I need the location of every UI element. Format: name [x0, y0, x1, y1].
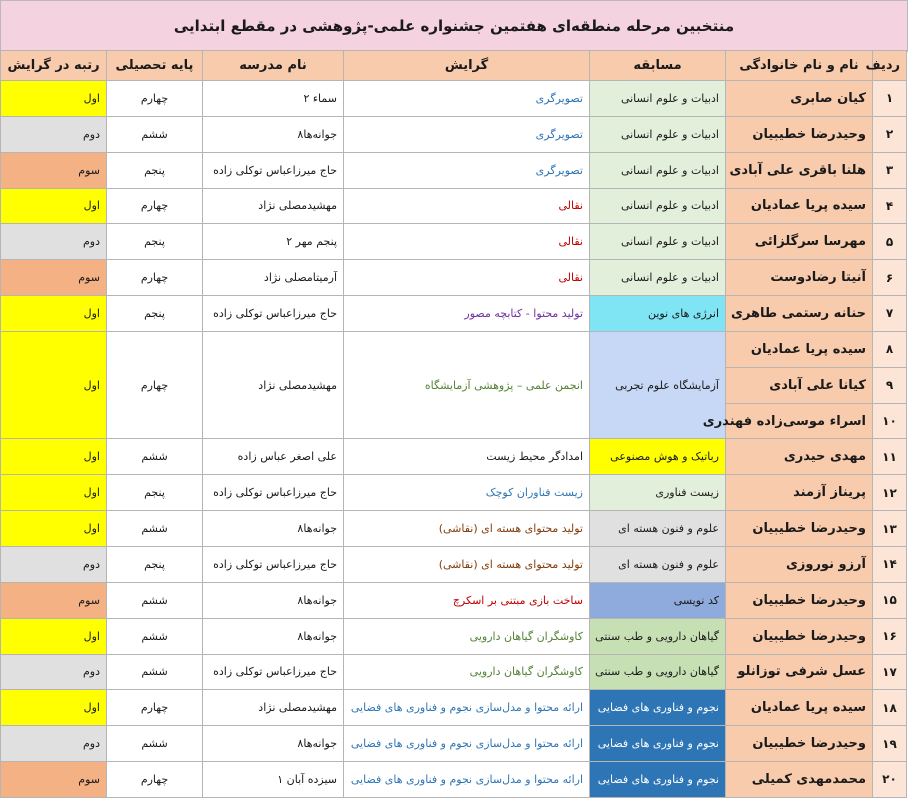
cell-num[interactable]: ۱۷: [873, 654, 907, 690]
header-school[interactable]: نام مدرسه: [203, 51, 344, 81]
cell-branch[interactable]: امدادگر محیط زیست: [344, 439, 590, 475]
cell-num[interactable]: ۱۶: [873, 618, 907, 654]
header-competition[interactable]: مسابقه: [590, 51, 726, 81]
table-row: [1, 81, 907, 117]
cell-branch[interactable]: زیست فناوران کوچک: [344, 475, 590, 511]
cell-grade[interactable]: پنجم: [107, 475, 203, 511]
cell-school[interactable]: سیزده آبان ۱: [203, 762, 344, 798]
cell-grade[interactable]: پنجم: [107, 546, 203, 582]
cell-num[interactable]: ۱۱: [873, 439, 907, 475]
cell-branch[interactable]: تولید محتوای هسته ای (نقاشی): [344, 546, 590, 582]
cell-num[interactable]: ۸: [873, 331, 907, 367]
cell-name[interactable]: وحیدرضا خطیبیان: [726, 618, 873, 654]
table-row: [1, 152, 907, 188]
table-row: [1, 296, 907, 332]
cell-branch[interactable]: ارائه محتوا و مدل‌سازی نجوم و فناوری های فضایی: [344, 726, 590, 762]
cell-grade[interactable]: چهارم: [107, 260, 203, 296]
header-rank[interactable]: رتبه در گرایش: [1, 51, 107, 81]
cell-school[interactable]: جوانه‌ها۸: [203, 726, 344, 762]
cell-rank[interactable]: اول: [1, 618, 107, 654]
cell-grade[interactable]: ششم: [107, 116, 203, 152]
cell-num[interactable]: ۱: [873, 81, 907, 117]
cell-name[interactable]: وحیدرضا خطیبیان: [726, 726, 873, 762]
cell-num[interactable]: ۱۴: [873, 546, 907, 582]
cell-grade[interactable]: چهارم: [107, 188, 203, 224]
cell-rank[interactable]: دوم: [1, 224, 107, 260]
cell-branch[interactable]: تصویرگری: [344, 116, 590, 152]
cell-grade[interactable]: پنجم: [107, 296, 203, 332]
cell-num[interactable]: ۲۰: [873, 762, 907, 798]
cell-grade[interactable]: چهارم: [107, 762, 203, 798]
cell-school[interactable]: مهشیدمصلی نژاد: [203, 690, 344, 726]
table-row: [1, 260, 907, 296]
cell-name[interactable]: سیده پریا عمادیان: [726, 331, 873, 367]
cell-rank[interactable]: اول: [1, 296, 107, 332]
cell-grade[interactable]: ششم: [107, 511, 203, 547]
table-row: [1, 224, 907, 260]
cell-num[interactable]: ۱۸: [873, 690, 907, 726]
cell-name[interactable]: وحیدرضا خطیبیان: [726, 582, 873, 618]
cell-grade[interactable]: چهارم: [107, 331, 203, 439]
cell-competition[interactable]: ادبیات و علوم انسانی: [590, 116, 726, 152]
cell-num[interactable]: ۲: [873, 116, 907, 152]
cell-branch[interactable]: تصویرگری: [344, 152, 590, 188]
cell-school[interactable]: علی اصغر عباس زاده: [203, 439, 344, 475]
table-row: [1, 546, 907, 582]
cell-num[interactable]: ۴: [873, 188, 907, 224]
cell-num[interactable]: ۶: [873, 260, 907, 296]
cell-competition[interactable]: نجوم و فناوری های فضایی: [590, 726, 726, 762]
cell-rank[interactable]: دوم: [1, 546, 107, 582]
cell-grade[interactable]: پنجم: [107, 224, 203, 260]
table-row: [1, 654, 907, 690]
cell-school[interactable]: پنجم مهر ۲: [203, 224, 344, 260]
table-row: [1, 331, 907, 367]
table-row: [1, 762, 907, 798]
table-row: [1, 116, 907, 152]
cell-num[interactable]: ۳: [873, 152, 907, 188]
cell-grade[interactable]: پنجم: [107, 152, 203, 188]
cell-school[interactable]: مهشیدمصلی نژاد: [203, 331, 344, 439]
cell-grade[interactable]: ششم: [107, 654, 203, 690]
cell-competition[interactable]: گیاهان دارویی و طب سنتی: [590, 654, 726, 690]
cell-competition[interactable]: کد نویسی: [590, 582, 726, 618]
cell-branch[interactable]: کاوشگران گیاهان دارویی: [344, 654, 590, 690]
cell-competition[interactable]: نجوم و فناوری های فضایی: [590, 690, 726, 726]
cell-rank[interactable]: سوم: [1, 152, 107, 188]
cell-rank[interactable]: اول: [1, 188, 107, 224]
cell-name[interactable]: وحیدرضا خطیبیان: [726, 511, 873, 547]
cell-rank[interactable]: سوم: [1, 260, 107, 296]
cell-school[interactable]: سماء ۲: [203, 81, 344, 117]
cell-rank[interactable]: سوم: [1, 762, 107, 798]
cell-branch[interactable]: انجمن علمی – پژوهشی آزمایشگاه: [344, 331, 590, 439]
sheet-title: منتخبین مرحله منطقه‌ای هفتمین جشنواره علمی-پژوهشی در مقطع ابتدایی: [0, 0, 908, 52]
cell-school[interactable]: حاج میرزاعباس توکلی زاده: [203, 654, 344, 690]
cell-name[interactable]: کیانا علی آبادی: [726, 367, 873, 403]
cell-school[interactable]: جوانه‌ها۸: [203, 618, 344, 654]
cell-name[interactable]: سیده پریا عمادیان: [726, 188, 873, 224]
cell-name[interactable]: اسراء موسی‌زاده فهندری: [726, 403, 873, 439]
cell-competition[interactable]: رباتیک و هوش مصنوعی: [590, 439, 726, 475]
cell-name[interactable]: آنیتا رضادوست: [726, 260, 873, 296]
cell-branch[interactable]: نقالی: [344, 224, 590, 260]
cell-competition[interactable]: علوم و فنون هسته ای: [590, 511, 726, 547]
cell-rank[interactable]: اول: [1, 511, 107, 547]
cell-grade[interactable]: چهارم: [107, 81, 203, 117]
cell-rank[interactable]: اول: [1, 475, 107, 511]
header-num[interactable]: ردیف: [873, 51, 907, 81]
table-row: [1, 439, 907, 475]
cell-branch[interactable]: نقالی: [344, 188, 590, 224]
cell-grade[interactable]: ششم: [107, 726, 203, 762]
cell-grade[interactable]: ششم: [107, 618, 203, 654]
results-table: [0, 50, 907, 798]
cell-name[interactable]: پریناز آزمند: [726, 475, 873, 511]
cell-competition[interactable]: ادبیات و علوم انسانی: [590, 224, 726, 260]
cell-competition[interactable]: گیاهان دارویی و طب سنتی: [590, 618, 726, 654]
cell-name[interactable]: عسل شرفی توزانلو: [726, 654, 873, 690]
cell-grade[interactable]: چهارم: [107, 690, 203, 726]
cell-grade[interactable]: ششم: [107, 439, 203, 475]
cell-school[interactable]: مهشیدمصلی نژاد: [203, 188, 344, 224]
header-grade[interactable]: پایه تحصیلی: [107, 51, 203, 81]
cell-num[interactable]: ۱۵: [873, 582, 907, 618]
cell-name[interactable]: حنانه رستمی طاهری: [726, 296, 873, 332]
cell-branch[interactable]: کاوشگران گیاهان دارویی: [344, 618, 590, 654]
cell-competition[interactable]: انرژی های نوین: [590, 296, 726, 332]
cell-rank[interactable]: اول: [1, 690, 107, 726]
cell-competition[interactable]: زیست فناوری: [590, 475, 726, 511]
cell-rank[interactable]: دوم: [1, 726, 107, 762]
cell-name[interactable]: مهدی حیدری: [726, 439, 873, 475]
cell-branch[interactable]: تولید محتوای هسته ای (نقاشی): [344, 511, 590, 547]
cell-num[interactable]: ۹: [873, 367, 907, 403]
cell-branch[interactable]: نقالی: [344, 260, 590, 296]
cell-school[interactable]: حاج میرزاعباس توکلی زاده: [203, 296, 344, 332]
cell-rank[interactable]: اول: [1, 331, 107, 439]
cell-rank[interactable]: دوم: [1, 116, 107, 152]
cell-rank[interactable]: اول: [1, 81, 107, 117]
cell-branch[interactable]: تولید محتوا - کتابچه مصور: [344, 296, 590, 332]
table-row: [1, 188, 907, 224]
header-name[interactable]: نام و نام خانوادگی: [726, 51, 873, 81]
cell-competition[interactable]: ادبیات و علوم انسانی: [590, 188, 726, 224]
cell-competition[interactable]: ادبیات و علوم انسانی: [590, 260, 726, 296]
cell-num[interactable]: ۱۲: [873, 475, 907, 511]
cell-competition[interactable]: نجوم و فناوری های فضایی: [590, 762, 726, 798]
cell-competition[interactable]: علوم و فنون هسته ای: [590, 546, 726, 582]
cell-grade[interactable]: ششم: [107, 582, 203, 618]
cell-school[interactable]: جوانه‌ها۸: [203, 582, 344, 618]
cell-num[interactable]: ۱۳: [873, 511, 907, 547]
cell-rank[interactable]: اول: [1, 439, 107, 475]
cell-school[interactable]: جوانه‌ها۸: [203, 511, 344, 547]
cell-name[interactable]: محمدمهدی کمیلی: [726, 762, 873, 798]
cell-name[interactable]: هلنا باقری علی آبادی: [726, 152, 873, 188]
cell-num[interactable]: ۷: [873, 296, 907, 332]
table-row: [1, 618, 907, 654]
cell-rank[interactable]: سوم: [1, 582, 107, 618]
cell-competition[interactable]: ادبیات و علوم انسانی: [590, 81, 726, 117]
table-row: [1, 511, 907, 547]
cell-num[interactable]: ۵: [873, 224, 907, 260]
table-row: [1, 690, 907, 726]
cell-school[interactable]: حاج میرزاعباس توکلی زاده: [203, 546, 344, 582]
cell-num[interactable]: ۱۰: [873, 403, 907, 439]
cell-name[interactable]: سیده پریا عمادیان: [726, 690, 873, 726]
cell-branch[interactable]: ارائه محتوا و مدل‌سازی نجوم و فناوری های فضایی: [344, 762, 590, 798]
cell-branch[interactable]: تصویرگری: [344, 81, 590, 117]
cell-competition[interactable]: آزمایشگاه علوم تجربی: [590, 331, 726, 439]
table-row: [1, 726, 907, 762]
cell-school[interactable]: جوانه‌ها۸: [203, 116, 344, 152]
cell-school[interactable]: حاج میرزاعباس توکلی زاده: [203, 152, 344, 188]
cell-name[interactable]: وحیدرضا خطیبیان: [726, 116, 873, 152]
table-row: [1, 582, 907, 618]
cell-branch[interactable]: ساخت بازی مبتنی بر اسکرچ: [344, 582, 590, 618]
cell-competition[interactable]: ادبیات و علوم انسانی: [590, 152, 726, 188]
cell-num[interactable]: ۱۹: [873, 726, 907, 762]
cell-name[interactable]: کیان صابری: [726, 81, 873, 117]
cell-branch[interactable]: ارائه محتوا و مدل‌سازی نجوم و فناوری های فضایی: [344, 690, 590, 726]
cell-rank[interactable]: دوم: [1, 654, 107, 690]
cell-school[interactable]: آرمیتامصلی نژاد: [203, 260, 344, 296]
table-row: [1, 475, 907, 511]
cell-school[interactable]: حاج میرزاعباس توکلی زاده: [203, 475, 344, 511]
header-row: [1, 51, 907, 81]
cell-name[interactable]: مهرسا سرگلزائی: [726, 224, 873, 260]
header-branch[interactable]: گرایش: [344, 51, 590, 81]
cell-name[interactable]: آرزو نوروزی: [726, 546, 873, 582]
